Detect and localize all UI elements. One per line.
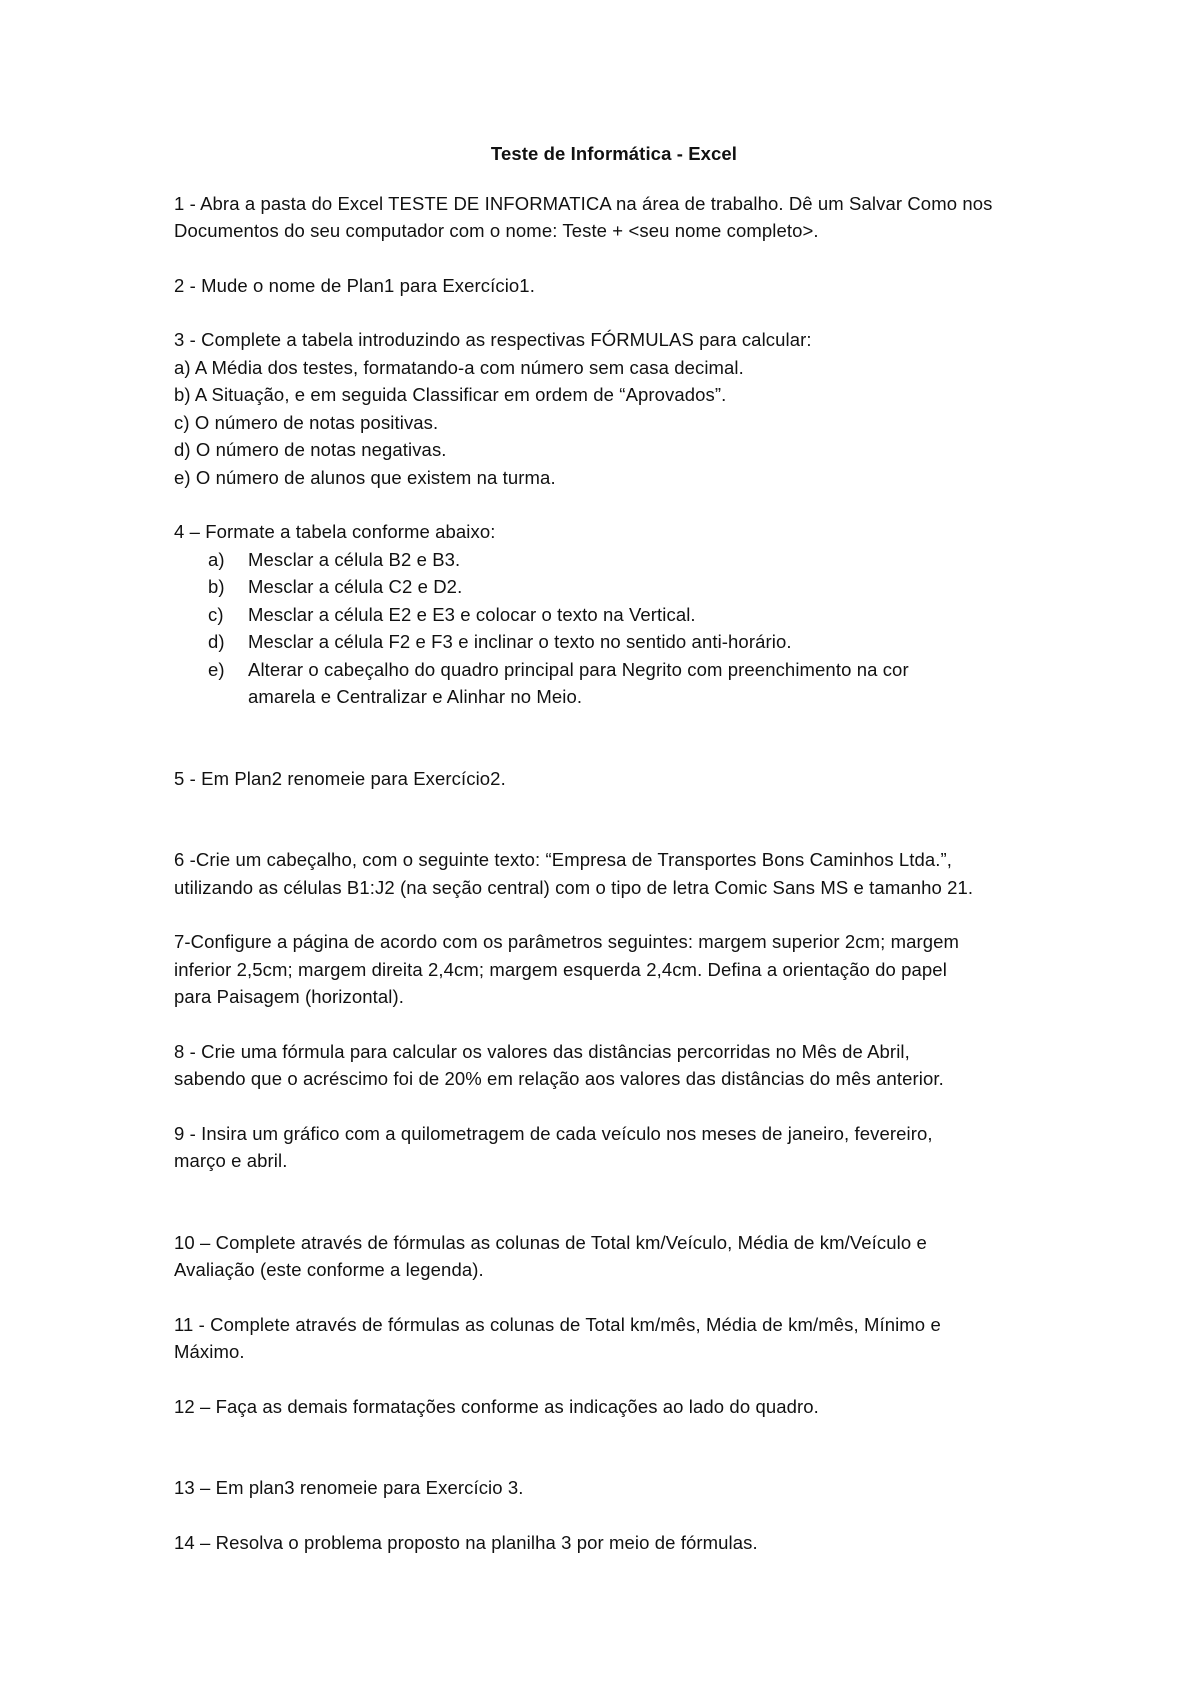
question-12: 12 – Faça as demais formatações conforme as indicações ao lado do quadro. bbox=[174, 1395, 819, 1417]
question-7-line-2: inferior 2,5cm; margem direita 2,4cm; margem esquerda 2,4cm. Defina a orientação do papel bbox=[174, 958, 947, 980]
question-4 bbox=[174, 518, 1054, 711]
spacer bbox=[174, 1447, 1054, 1474]
list-item-text: Alterar o cabeçalho do quadro principal para Negrito com preenchimento na cor bbox=[248, 658, 909, 680]
document-title: Teste de Informática - Excel bbox=[490, 143, 738, 164]
list-item-text: Mesclar a célula F2 e F3 e inclinar o texto no sentido anti-horário. bbox=[248, 631, 792, 652]
question-3-item-b: b) A Situação, e em seguida Classificar em ordem de “Aprovados”. bbox=[174, 384, 727, 405]
question-6-line-1: 6 -Crie um cabeçalho, com o seguinte texto: “Empresa de Transportes Bons Caminhos Ltda.”, bbox=[174, 849, 953, 870]
question-4-list bbox=[174, 546, 1054, 711]
list-marker: c) bbox=[208, 603, 224, 625]
list-item-text: Mesclar a célula E2 e E3 e colocar o texto na Vertical. bbox=[248, 603, 696, 625]
question-4-intro: 4 – Formate a tabela conforme abaixo: bbox=[174, 521, 496, 542]
question-9-line-2: março e abril. bbox=[174, 1150, 288, 1171]
question-8 bbox=[174, 1038, 1054, 1093]
question-4-item-a bbox=[174, 546, 1054, 574]
spacer bbox=[174, 1202, 1054, 1229]
question-3-item-d: d) O número de notas negativas. bbox=[174, 439, 447, 460]
question-10-line-2: Avaliação (este conforme a legenda). bbox=[174, 1259, 484, 1280]
list-item-text-continued: amarela e Centralizar e Alinhar no Meio. bbox=[248, 686, 583, 707]
question-6-line-2: utilizando as células B1:J2 (na seção central) com o tipo de letra Comic Sans MS e tamanho 21. bbox=[174, 876, 974, 898]
spacer bbox=[174, 738, 1054, 765]
question-1 bbox=[174, 190, 1054, 245]
question-13: 13 – Em plan3 renomeie para Exercício 3. bbox=[174, 1477, 524, 1498]
spacer bbox=[174, 819, 1054, 846]
question-7-line-3: para Paisagem (horizontal). bbox=[174, 986, 404, 1007]
question-3-item-e: e) O número de alunos que existem na turma. bbox=[174, 466, 556, 488]
list-marker: b) bbox=[208, 576, 225, 597]
question-8-line-1: 8 - Crie uma fórmula para calcular os valores das distâncias percorridas no Mês de Abril, bbox=[174, 1040, 910, 1062]
question-8-line-2: sabendo que o acréscimo foi de 20% em relação aos valores das distâncias do mês anterior. bbox=[174, 1068, 944, 1089]
question-10-line-1: 10 – Complete através de fórmulas as colunas de Total km/Veículo, Média de km/Veículo e bbox=[174, 1231, 927, 1253]
question-3 bbox=[174, 326, 1054, 491]
question-14: 14 – Resolva o problema proposto na planilha 3 por meio de fórmulas. bbox=[174, 1531, 758, 1553]
question-3-item-a: a) A Média dos testes, formatando-a com número sem casa decimal. bbox=[174, 356, 744, 378]
question-1-line-2: Documentos do seu computador com o nome: Teste + <seu nome completo>. bbox=[174, 220, 819, 241]
question-11 bbox=[174, 1311, 1054, 1366]
question-4-item-b bbox=[174, 573, 1054, 601]
question-4-item-c bbox=[174, 601, 1054, 629]
list-marker: d) bbox=[208, 631, 225, 652]
question-7 bbox=[174, 928, 1054, 1011]
question-3-item-c: c) O número de notas positivas. bbox=[174, 411, 439, 433]
question-7-line-1: 7-Configure a página de acordo com os parâmetros seguintes: margem superior 2cm; margem bbox=[174, 931, 960, 952]
question-11-line-2: Máximo. bbox=[174, 1341, 245, 1362]
question-11-line-1: 11 - Complete através de fórmulas as colunas de Total km/mês, Média de km/mês, Mínimo e bbox=[174, 1313, 941, 1335]
question-2: 2 - Mude o nome de Plan1 para Exercício1. bbox=[174, 274, 535, 296]
question-9 bbox=[174, 1120, 1054, 1175]
question-4-item-d bbox=[174, 628, 1054, 656]
question-1-line-1: 1 - Abra a pasta do Excel TESTE DE INFORMATICA na área de trabalho. Dê um Salvar Como nos bbox=[174, 192, 993, 214]
list-item-text: Mesclar a célula B2 e B3. bbox=[248, 548, 461, 570]
question-6 bbox=[174, 846, 1054, 901]
question-4-item-e bbox=[174, 656, 1054, 711]
question-10 bbox=[174, 1229, 1054, 1284]
question-3-intro: 3 - Complete a tabela introduzindo as respectivas FÓRMULAS para calcular: bbox=[174, 329, 812, 350]
list-marker: a) bbox=[208, 548, 225, 570]
document-body bbox=[174, 140, 1054, 1583]
list-marker: e) bbox=[208, 658, 225, 680]
question-9-line-1: 9 - Insira um gráfico com a quilometragem de cada veículo nos meses de janeiro, fevereiro, bbox=[174, 1122, 933, 1144]
question-5: 5 - Em Plan2 renomeie para Exercício2. bbox=[174, 767, 506, 789]
list-item-text: Mesclar a célula C2 e D2. bbox=[248, 576, 463, 597]
